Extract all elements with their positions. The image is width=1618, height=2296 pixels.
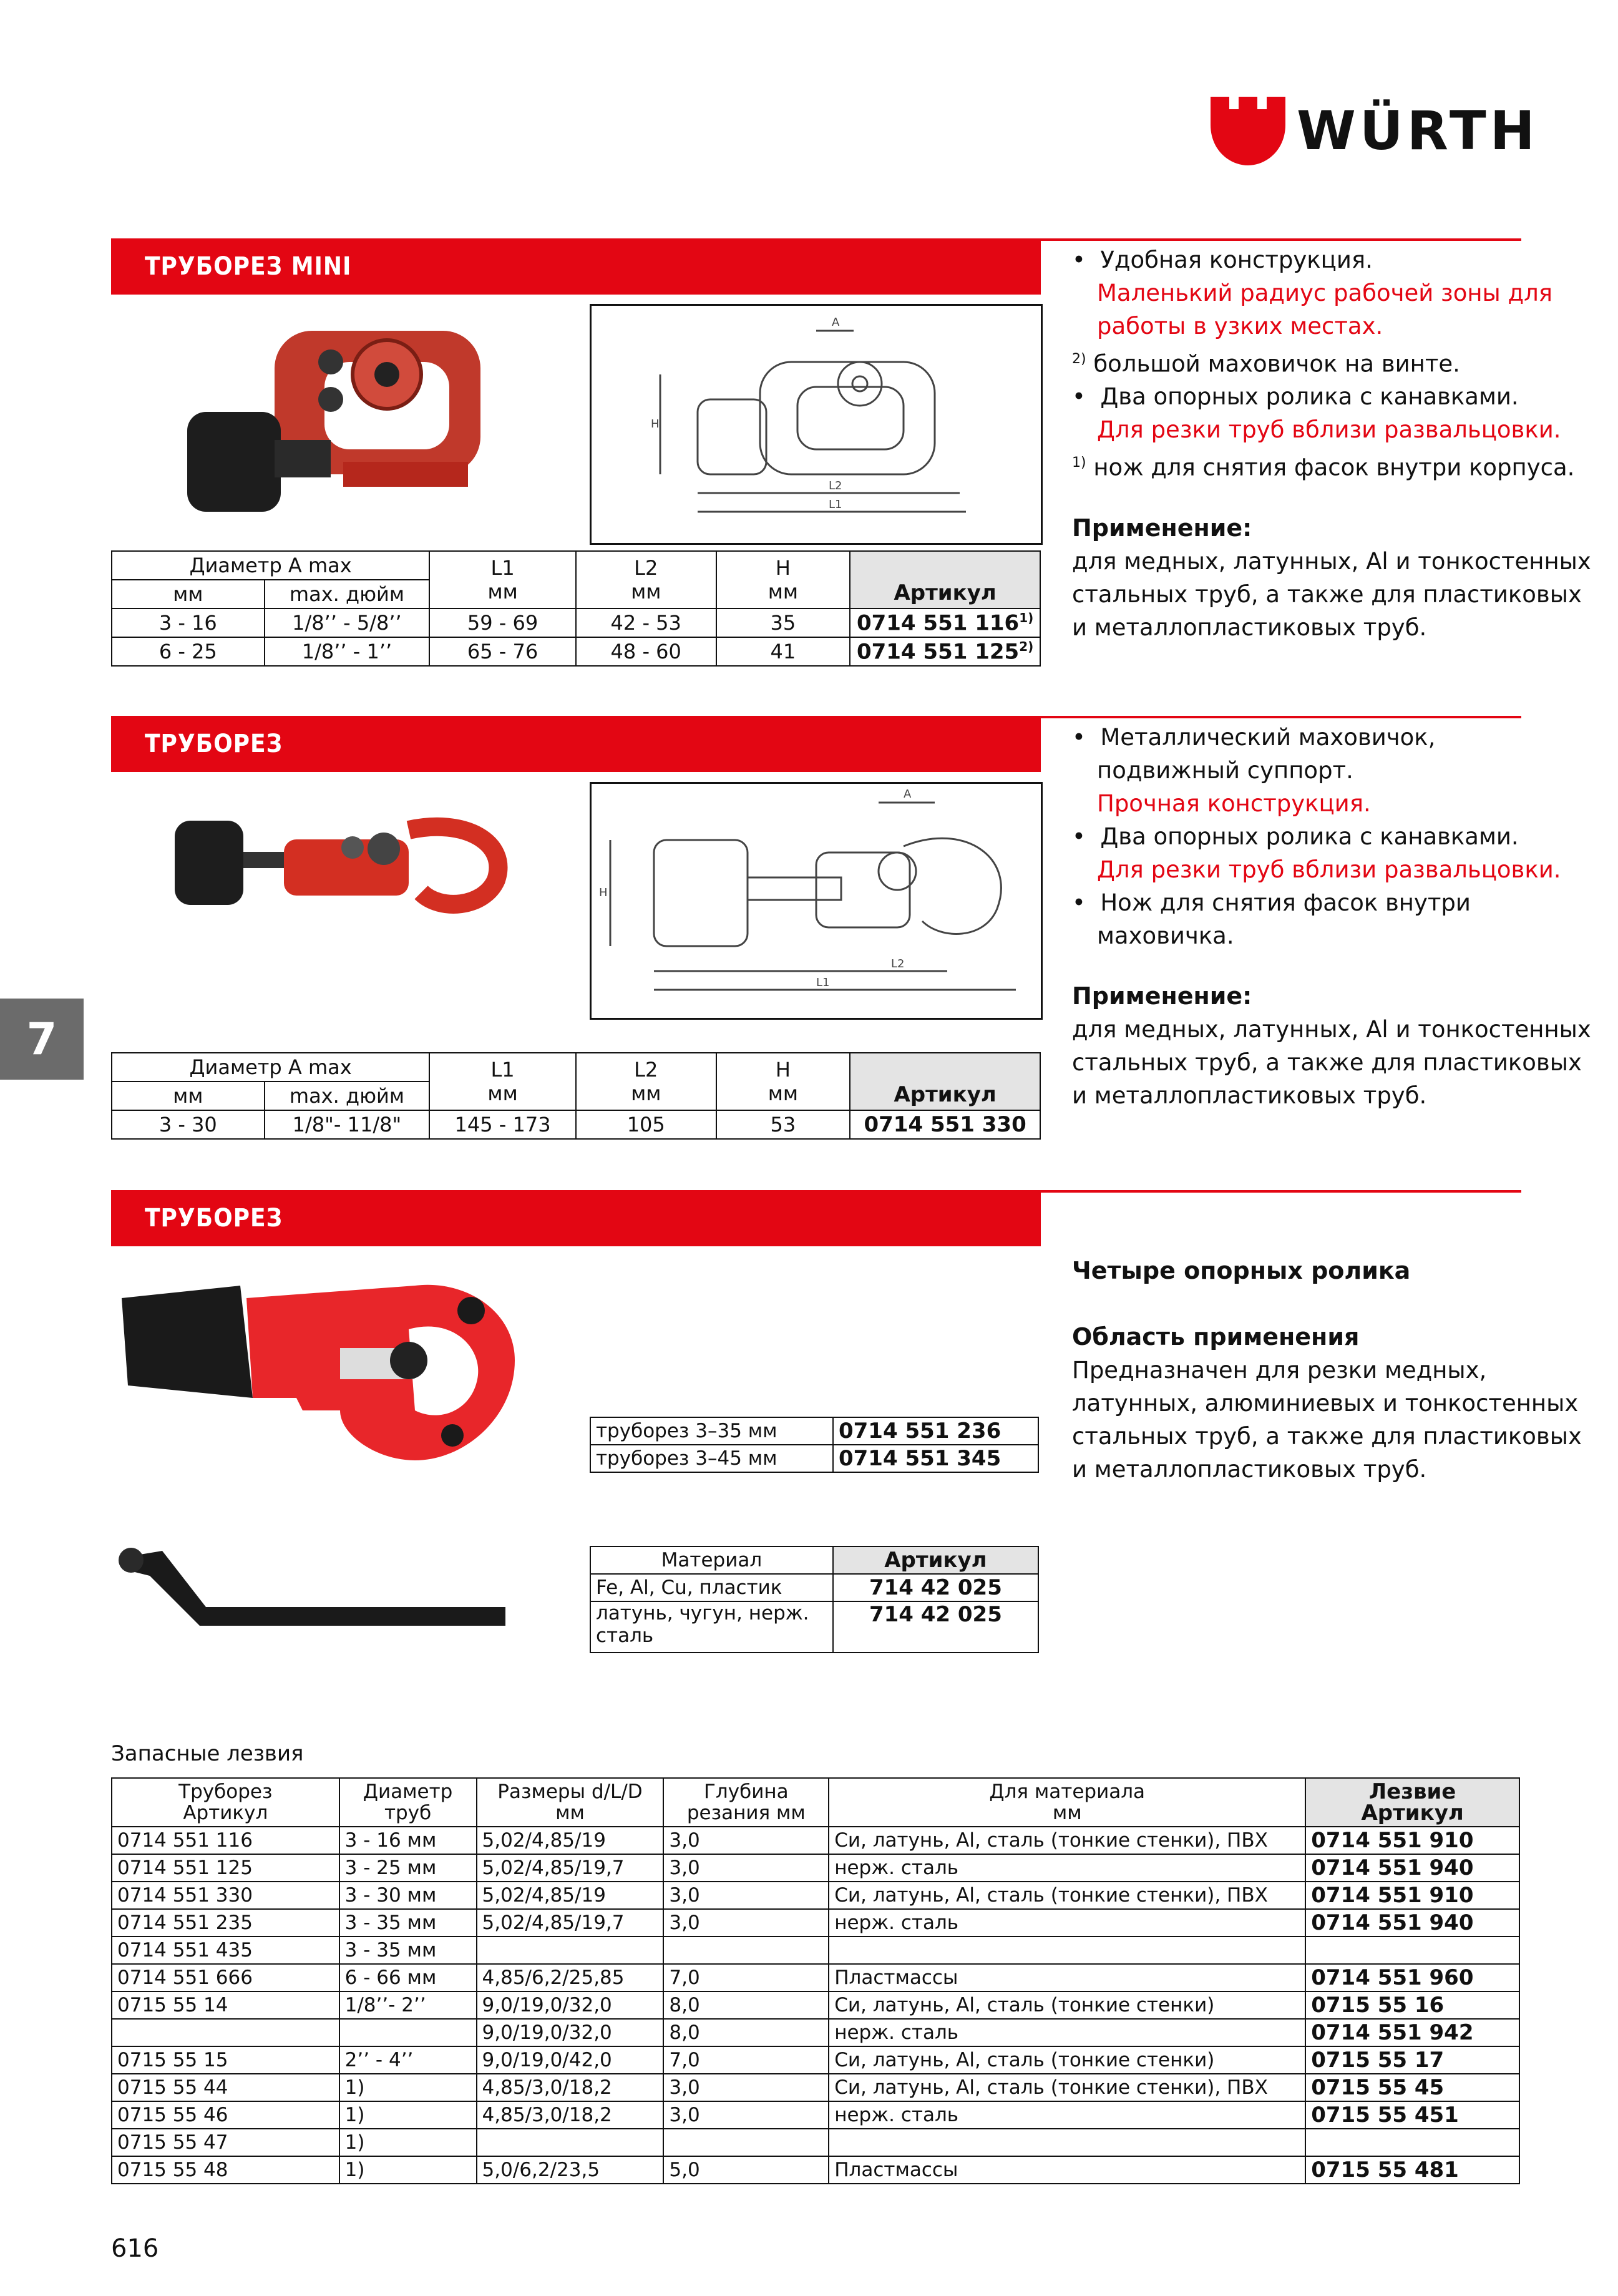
table-row <box>112 637 1040 666</box>
cell-depth: 3,0 <box>663 1882 829 1909</box>
svg-text:L1: L1 <box>829 498 842 511</box>
col-diameter-label: Диаметр <box>363 1781 453 1803</box>
cell-cutter: 0714 551 116 <box>112 1827 339 1854</box>
col-blade-sub: Артикул <box>1361 1800 1464 1825</box>
cell-mat <box>829 1937 1305 1964</box>
footnote-mark: 1) <box>1019 610 1034 625</box>
cell-article: 714 42 025 <box>833 1601 1038 1653</box>
cell-l1: 145 - 173 <box>429 1110 576 1139</box>
cell-blade: 0714 551 960 <box>1305 1964 1519 1991</box>
section-header-mini <box>111 238 1041 295</box>
col-l2 <box>576 1053 716 1110</box>
cell-cutter: 0715 55 44 <box>112 2074 339 2101</box>
h-label: H <box>775 556 791 580</box>
cell-size: 5,02/4,85/19,7 <box>477 1909 664 1937</box>
table-row <box>112 2074 1519 2101</box>
footnote-mark: 2) <box>1019 638 1034 654</box>
unit-inch: max. дюйм <box>265 580 430 608</box>
application-text: для медных, латунных, Al и тонкостенных <box>1072 1016 1591 1043</box>
feature-line <box>1072 343 1596 380</box>
svg-text:L2: L2 <box>891 957 905 970</box>
table-row <box>112 1827 1519 1854</box>
cell-size: 5,02/4,85/19 <box>477 1882 664 1909</box>
cell-dia: 2’’ - 4’’ <box>339 2046 477 2074</box>
l2-label: L2 <box>634 1058 658 1082</box>
h-unit: мм <box>768 1082 799 1105</box>
cell-depth: 3,0 <box>663 2074 829 2101</box>
cell-depth <box>663 1937 829 1964</box>
feature-text: большой маховичок на винте. <box>1093 350 1460 378</box>
table-row <box>112 1909 1519 1937</box>
unit-mm: мм <box>112 1082 265 1110</box>
application-text: стальных труб, а также для пластиковых <box>1072 1423 1582 1450</box>
l1-unit: мм <box>487 1082 518 1105</box>
application-text: Предназначен для резки медных, <box>1072 1357 1487 1384</box>
table-row <box>112 2101 1519 2129</box>
col-size-label: Размеры d/L/D <box>497 1781 643 1803</box>
cutter-features <box>1072 721 1596 1112</box>
cell-blade: 0714 551 940 <box>1305 1909 1519 1937</box>
cell-name: труборез 3–35 мм <box>590 1417 833 1445</box>
cell-material: Fe, Al, Cu, пластик <box>590 1574 833 1601</box>
cell-size: 9,0/19,0/32,0 <box>477 2019 664 2046</box>
feature-text: маховичка. <box>1097 922 1234 949</box>
cell-depth: 3,0 <box>663 1909 829 1937</box>
pipe-cutter-photo <box>172 805 521 917</box>
article-number: 0714 551 116 <box>856 610 1020 636</box>
cell-l2: 42 - 53 <box>576 608 716 637</box>
cell-depth: 3,0 <box>663 1827 829 1854</box>
cell-depth: 8,0 <box>663 1991 829 2019</box>
cell-cutter: 0714 551 435 <box>112 1937 339 1964</box>
application-text: стальных труб, а также для пластиковых <box>1072 1049 1582 1076</box>
h-unit: мм <box>768 580 799 603</box>
page-number: 616 <box>111 2234 159 2263</box>
feature-highlight: работы в узких местах. <box>1097 313 1383 340</box>
cutter-list-table <box>590 1417 1039 1473</box>
cell-cutter: 0714 551 235 <box>112 1909 339 1937</box>
cell-article: 714 42 025 <box>833 1574 1038 1601</box>
cell-mat: Си, латунь, Al, сталь (тонкие стенки), ПВХ <box>829 1827 1305 1854</box>
deburr-table <box>590 1546 1039 1653</box>
cutter-drawing <box>590 782 1043 1020</box>
table-row <box>112 2046 1519 2074</box>
cell-depth: 3,0 <box>663 2101 829 2129</box>
cell-dia: 3 - 35 мм <box>339 1937 477 1964</box>
table-row <box>112 608 1040 637</box>
feature-highlight: Для резки труб вблизи развальцовки. <box>1097 416 1561 444</box>
cell-dia: 3 - 16 мм <box>339 1827 477 1854</box>
section-header-cutter <box>111 716 1041 772</box>
table-row <box>112 2156 1519 2184</box>
feature-text: нож для снятия фасок внутри корпуса. <box>1093 454 1575 481</box>
cell-size: 9,0/19,0/32,0 <box>477 1991 664 2019</box>
cell-blade: 0715 55 17 <box>1305 2046 1519 2074</box>
cell-blade <box>1305 2129 1519 2156</box>
article-number: 0714 551 125 <box>856 639 1020 665</box>
svg-text:L2: L2 <box>829 479 842 492</box>
cell-inch: 1/8"- 11/8" <box>265 1110 430 1139</box>
cell-l2: 48 - 60 <box>576 637 716 666</box>
wurth-logo-text: WÜRTH <box>1297 100 1539 162</box>
feature-line: • Два опорных ролика с канавками. <box>1072 383 1519 411</box>
table-row <box>112 2019 1519 2046</box>
application-text: для медных, латунных, Al и тонкостенных <box>1072 547 1591 575</box>
cell-size: 4,85/3,0/18,2 <box>477 2074 664 2101</box>
application-text: и металлопластиковых труб. <box>1072 1456 1427 1483</box>
svg-text:H: H <box>599 886 608 899</box>
cell-mat: Пластмассы <box>829 2156 1305 2184</box>
cell-cutter: 0715 55 47 <box>112 2129 339 2156</box>
table-row <box>590 1445 1038 1472</box>
cell-inch: 1/8’’ - 5/8’’ <box>265 608 430 637</box>
table-row <box>590 1601 1038 1653</box>
cell-depth <box>663 2129 829 2156</box>
cell-mat: Си, латунь, Al, сталь (тонкие стенки) <box>829 1991 1305 2019</box>
footnote-mark: 1) <box>1072 455 1086 471</box>
section-rule <box>1041 1190 1521 1193</box>
cell-mat: нерж. сталь <box>829 1909 1305 1937</box>
cell-inch: 1/8’’ - 1’’ <box>265 637 430 666</box>
deburring-tool-photo <box>112 1538 530 1657</box>
col-l1 <box>429 1053 576 1110</box>
cell-size: 4,85/6,2/25,85 <box>477 1964 664 1991</box>
l2-label: L2 <box>634 556 658 580</box>
feature-text: Два опорных ролика с канавками. <box>1100 823 1519 850</box>
col-diameter: Диаметр A max <box>112 551 429 580</box>
feature-line: • Два опорных ролика с канавками. <box>1072 823 1519 850</box>
col-l1 <box>429 551 576 608</box>
col-size <box>477 1778 664 1827</box>
cell-cutter: 0714 551 666 <box>112 1964 339 1991</box>
col-material: Материал <box>590 1546 833 1574</box>
cell-cutter: 0715 55 15 <box>112 2046 339 2074</box>
cell-h: 41 <box>716 637 850 666</box>
cell-dia <box>339 2019 477 2046</box>
cell-dia: 1) <box>339 2156 477 2184</box>
col-depth-sub: резания мм <box>686 1802 806 1824</box>
header-row <box>112 1778 1519 1827</box>
cell-blade: 0715 55 16 <box>1305 1991 1519 2019</box>
cell-cutter: 0714 551 330 <box>112 1882 339 1909</box>
application-title: Применение: <box>1072 514 1252 542</box>
cell-article <box>850 608 1040 637</box>
cell-material: латунь, чугун, нерж. сталь <box>590 1601 833 1653</box>
feature-highlight: Прочная конструкция. <box>1097 790 1371 817</box>
four-roller-features <box>1072 1254 1596 1486</box>
col-diameter <box>339 1778 477 1827</box>
cell-dia: 3 - 35 мм <box>339 1909 477 1937</box>
application-text: и металлопластиковых труб. <box>1072 1082 1427 1109</box>
svg-text:A: A <box>904 788 912 801</box>
cell-dia: 6 - 66 мм <box>339 1964 477 1991</box>
h-label: H <box>775 1058 791 1082</box>
blades-table <box>111 1777 1520 2184</box>
cell-article: 0714 551 236 <box>833 1417 1038 1445</box>
feature-highlight: Маленький радиус рабочей зоны для <box>1097 280 1553 306</box>
feature-line: • Металлический маховичок, <box>1072 724 1436 751</box>
cell-size: 5,02/4,85/19,7 <box>477 1854 664 1882</box>
cell-l2: 105 <box>576 1110 716 1139</box>
cell-l1: 65 - 76 <box>429 637 576 666</box>
application-title: Область применения <box>1072 1323 1360 1351</box>
table-row <box>112 1882 1519 1909</box>
cell-blade: 0714 551 942 <box>1305 2019 1519 2046</box>
feature-highlight: Для резки труб вблизи развальцовки. <box>1097 856 1561 883</box>
col-h <box>716 551 850 608</box>
table-row <box>590 1417 1038 1445</box>
cell-size: 9,0/19,0/42,0 <box>477 2046 664 2074</box>
unit-inch: max. дюйм <box>265 1082 430 1110</box>
feature-text: Нож для снятия фасок внутри <box>1100 889 1471 916</box>
mini-cutter-drawing <box>590 304 1043 545</box>
cell-dia: 3 - 25 мм <box>339 1854 477 1882</box>
mini-pipe-cutter-photo <box>181 306 505 543</box>
mini-spec-table <box>111 550 1041 667</box>
unit-mm: мм <box>112 580 265 608</box>
cell-size: 4,85/3,0/18,2 <box>477 2101 664 2129</box>
cell-mm: 6 - 25 <box>112 637 265 666</box>
feature-title: Четыре опорных ролика <box>1072 1257 1411 1284</box>
blades-caption: Запасные лезвия <box>111 1741 304 1766</box>
cell-depth: 3,0 <box>663 1854 829 1882</box>
l1-label: L1 <box>490 556 515 580</box>
l1-label: L1 <box>490 1058 515 1082</box>
cell-mat: Си, латунь, Al, сталь (тонкие стенки) <box>829 2046 1305 2074</box>
cell-blade: 0715 55 45 <box>1305 2074 1519 2101</box>
cell-mat: нерж. сталь <box>829 2101 1305 2129</box>
col-l2 <box>576 551 716 608</box>
cell-size <box>477 1937 664 1964</box>
svg-text:A: A <box>832 316 840 329</box>
l2-unit: мм <box>631 1082 661 1105</box>
section-header-cutter-2 <box>111 1190 1041 1246</box>
cell-dia: 3 - 30 мм <box>339 1882 477 1909</box>
col-material <box>829 1778 1305 1827</box>
l2-unit: мм <box>631 580 661 603</box>
application-text: латунных, алюминиевых и тонкостенных <box>1072 1390 1579 1417</box>
section-rule <box>1041 716 1521 718</box>
feature-line: • Удобная конструкция. <box>1072 247 1373 273</box>
table-row <box>112 2129 1519 2156</box>
cell-cutter: 0715 55 46 <box>112 2101 339 2129</box>
cell-article: 0714 551 330 <box>850 1110 1040 1139</box>
cutter-spec-table <box>111 1052 1041 1140</box>
feature-line <box>1072 446 1596 484</box>
cell-dia: 1) <box>339 2129 477 2156</box>
table-row <box>112 1964 1519 1991</box>
col-article: Артикул <box>850 551 1040 608</box>
col-material-label: Для материала <box>989 1781 1146 1803</box>
cell-blade <box>1305 1937 1519 1964</box>
cell-blade: 0714 551 910 <box>1305 1882 1519 1909</box>
cell-dia: 1) <box>339 2074 477 2101</box>
col-cutter-sub: Артикул <box>183 1802 268 1824</box>
cell-dia: 1/8’’- 2’’ <box>339 1991 477 2019</box>
section-title: ТРУБОРЕЗ <box>145 1204 283 1233</box>
application-title: Применение: <box>1072 982 1252 1010</box>
footnote-mark: 2) <box>1072 351 1086 367</box>
cell-h: 53 <box>716 1110 850 1139</box>
cell-size: 5,02/4,85/19 <box>477 1827 664 1854</box>
cell-size <box>477 2129 664 2156</box>
col-diameter-sub: труб <box>384 1802 432 1824</box>
table-row <box>112 1991 1519 2019</box>
col-depth <box>663 1778 829 1827</box>
cell-mat: Си, латунь, Al, сталь (тонкие стенки), ПВХ <box>829 1882 1305 1909</box>
cell-article <box>850 637 1040 666</box>
feature-text: Металлический маховичок, <box>1100 724 1436 751</box>
col-article: Артикул <box>850 1053 1040 1110</box>
svg-text:H: H <box>651 418 660 431</box>
cell-cutter: 0715 55 48 <box>112 2156 339 2184</box>
cell-depth: 7,0 <box>663 1964 829 1991</box>
l1-unit: мм <box>487 580 518 603</box>
feature-text: Два опорных ролика с канавками. <box>1100 383 1519 411</box>
cell-mat: Пластмассы <box>829 1964 1305 1991</box>
cell-blade: 0715 55 481 <box>1305 2156 1519 2184</box>
cell-l1: 59 - 69 <box>429 608 576 637</box>
col-blade-label: Лезвие <box>1368 1779 1456 1804</box>
cell-h: 35 <box>716 608 850 637</box>
cell-depth: 8,0 <box>663 2019 829 2046</box>
cell-size: 5,0/6,2/23,5 <box>477 2156 664 2184</box>
section-title: ТРУБОРЕЗ MINI <box>145 252 352 281</box>
cell-blade: 0714 551 910 <box>1305 1827 1519 1854</box>
cell-cutter: 0714 551 125 <box>112 1854 339 1882</box>
cell-depth: 5,0 <box>663 2156 829 2184</box>
chapter-tab: 7 <box>0 999 84 1080</box>
cell-mm: 3 - 16 <box>112 608 265 637</box>
col-size-sub: мм <box>555 1802 585 1824</box>
cell-cutter: 0715 55 14 <box>112 1991 339 2019</box>
cell-blade: 0715 55 451 <box>1305 2101 1519 2129</box>
table-row <box>590 1574 1038 1601</box>
section-title: ТРУБОРЕЗ <box>145 730 283 758</box>
cell-article: 0714 551 345 <box>833 1445 1038 1472</box>
section-rule <box>1041 238 1521 241</box>
feature-line: • Нож для снятия фасок внутри <box>1072 889 1471 916</box>
cell-dia: 1) <box>339 2101 477 2129</box>
col-blade <box>1305 1778 1519 1827</box>
col-article: Артикул <box>833 1546 1038 1574</box>
feature-text: Удобная конструкция. <box>1100 247 1373 273</box>
col-diameter: Диаметр A max <box>112 1053 429 1082</box>
cell-mm: 3 - 30 <box>112 1110 265 1139</box>
table-row <box>112 1854 1519 1882</box>
cell-mat: нерж. сталь <box>829 2019 1305 2046</box>
svg-text:L1: L1 <box>816 976 830 989</box>
cell-depth: 7,0 <box>663 2046 829 2074</box>
table-row <box>112 1110 1040 1139</box>
col-depth-label: Глубина <box>704 1781 789 1803</box>
cell-blade: 0714 551 940 <box>1305 1854 1519 1882</box>
col-cutter-label: Труборез <box>178 1781 273 1803</box>
four-roller-cutter-photo <box>115 1273 565 1479</box>
cell-mat: Си, латунь, Al, сталь (тонкие стенки), ПВХ <box>829 2074 1305 2101</box>
cell-mat <box>829 2129 1305 2156</box>
cell-name: труборез 3–45 мм <box>590 1445 833 1472</box>
cell-cutter <box>112 2019 339 2046</box>
col-h <box>716 1053 850 1110</box>
application-text: и металлопластиковых труб. <box>1072 613 1427 641</box>
mini-features <box>1072 243 1596 644</box>
col-material-sub: мм <box>1052 1802 1082 1824</box>
feature-text: подвижный суппорт. <box>1097 757 1353 784</box>
wurth-logo-mark <box>1211 97 1285 165</box>
col-cutter <box>112 1778 339 1827</box>
cell-mat: нерж. сталь <box>829 1854 1305 1882</box>
application-text: стальных труб, а также для пластиковых <box>1072 580 1582 608</box>
table-row <box>112 1937 1519 1964</box>
